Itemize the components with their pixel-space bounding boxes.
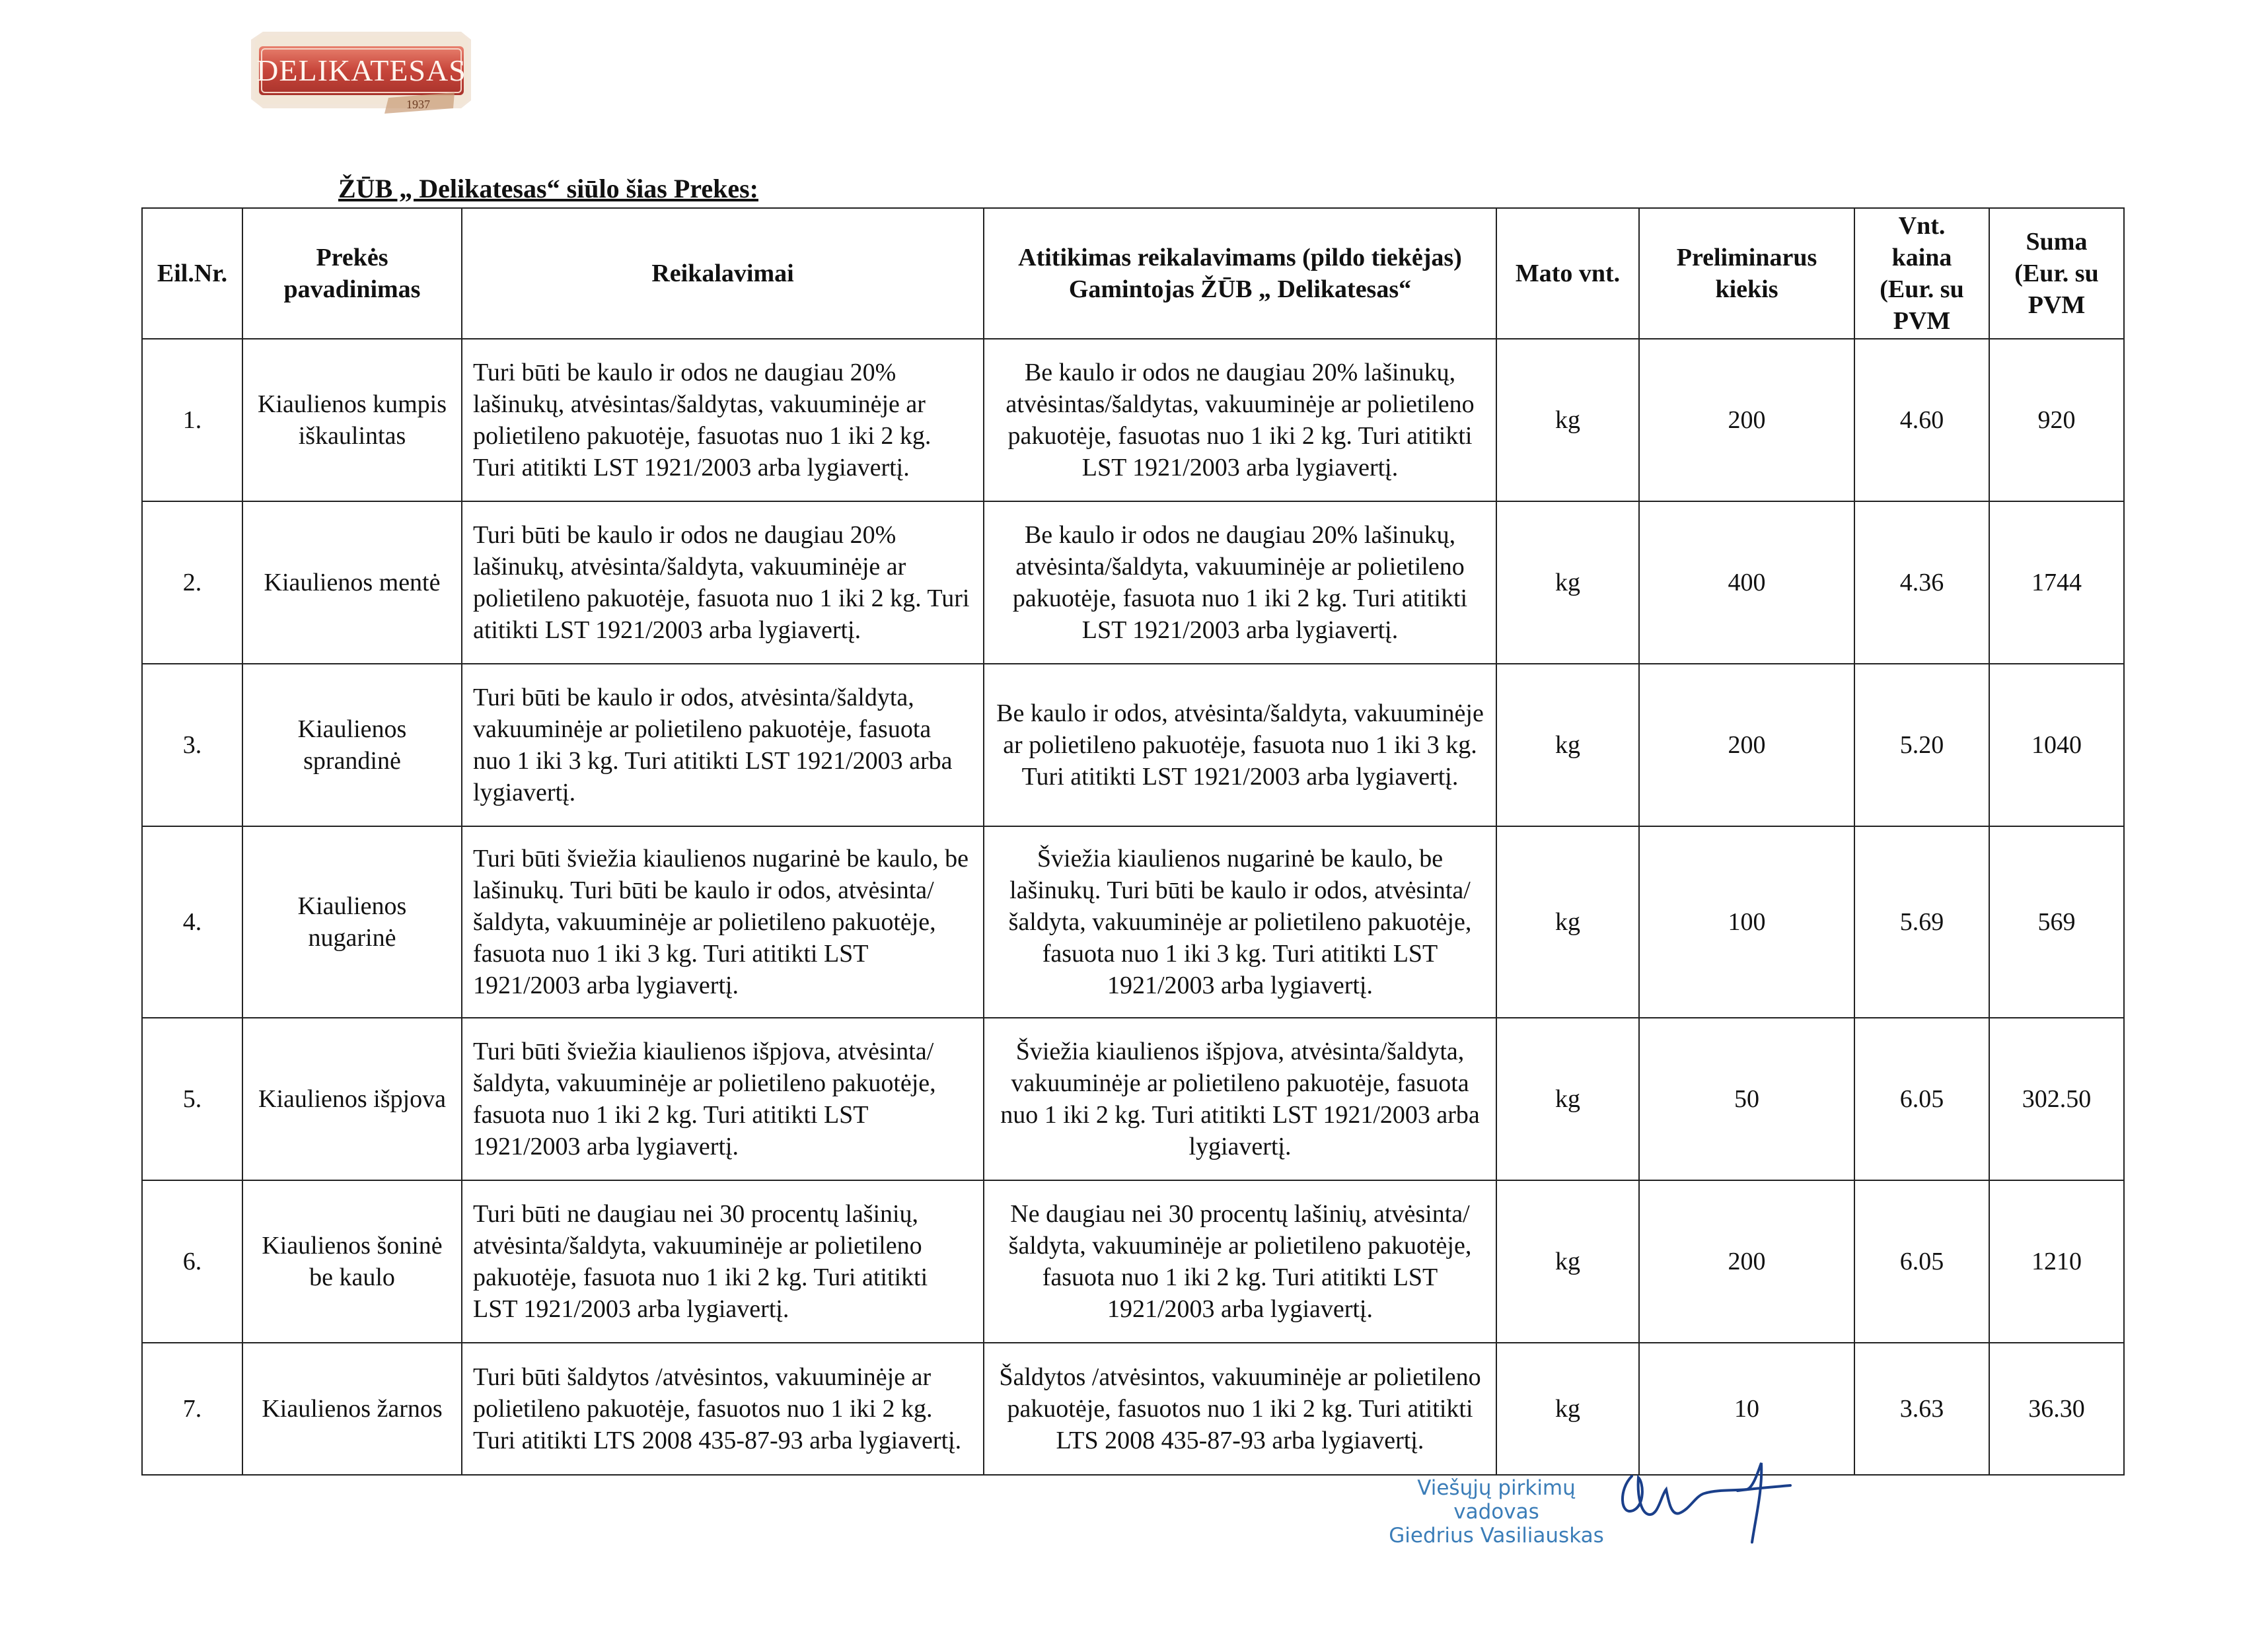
- row-no: 1.: [142, 339, 242, 501]
- row-name: Kiaulienos nugarinė: [242, 826, 462, 1018]
- header-requirements: Reikalavimai: [462, 208, 984, 339]
- row-sum: 36.30: [1989, 1343, 2124, 1475]
- header-conformity-line1: Atitikimas reikalavimams (pildo tiekėjas): [1018, 244, 1462, 271]
- table-row: [142, 339, 2124, 501]
- row-sum: 1210: [1989, 1180, 2124, 1343]
- row-no: 4.: [142, 826, 242, 1018]
- header-quantity: Preliminarus kiekis: [1639, 208, 1854, 339]
- delikatesas-logo: [243, 26, 478, 120]
- row-no: 5.: [142, 1018, 242, 1180]
- header-name: Prekės pavadinimas: [242, 208, 462, 339]
- svg-text:1937: 1937: [406, 98, 430, 111]
- row-sum: 920: [1989, 339, 2124, 501]
- row-conformity: Šaldytos /atvėsintos, vakuuminėje ar polietileno pakuotėje, fasuotos nuo 1 iki 2 kg. Turi atitikti LTS 2008 435-87-93 arba lygiavertį.: [984, 1343, 1496, 1475]
- row-conformity: Šviežia kiaulienos nugarinė be kaulo, be lašinukų. Turi būti be kaulo ir odos, atvėsinta/šaldyta, vakuuminėje ar polietileno pakuotėje, fasuota nuo 1 iki 3 kg. Turi atitikti LST 1921/2003 arba lygiavertį.: [984, 826, 1496, 1018]
- header-sum: Suma (Eur. su PVM: [1989, 208, 2124, 339]
- row-no: 6.: [142, 1180, 242, 1343]
- row-conformity: Be kaulo ir odos ne daugiau 20% lašinukų, atvėsintas/šaldytas, vakuuminėje ar polietileno pakuotėje, fasuotas nuo 1 iki 2 kg. Turi atitikti LST 1921/2003 arba lygiavertį.: [984, 339, 1496, 501]
- row-requirements: Turi būti be kaulo ir odos ne daugiau 20% lašinukų, atvėsintas/šaldytas, vakuuminėje ar polietileno pakuotėje, fasuotas nuo 1 iki 2 kg. Turi atitikti LST 1921/2003 arba lygiavertį.: [462, 339, 984, 501]
- row-unit: kg: [1496, 1343, 1639, 1475]
- row-unit-price: 6.05: [1854, 1180, 1989, 1343]
- header-conformity-line2: Gamintojas ŽŪB „ Delikatesas“: [1068, 275, 1412, 303]
- row-quantity: 400: [1639, 501, 1854, 664]
- row-unit: kg: [1496, 501, 1639, 664]
- row-no: 2.: [142, 501, 242, 664]
- table-row: [142, 826, 2124, 1018]
- row-conformity: Be kaulo ir odos ne daugiau 20% lašinukų, atvėsinta/šaldyta, vakuuminėje ar polietileno pakuotėje, fasuota nuo 1 iki 2 kg. Turi atitikti LST 1921/2003 arba lygiavertį.: [984, 501, 1496, 664]
- table-row: [142, 1343, 2124, 1475]
- header-unit: Mato vnt.: [1496, 208, 1639, 339]
- table-row: [142, 1018, 2124, 1180]
- row-no: 3.: [142, 664, 242, 826]
- stamp-role: vadovas: [1453, 1500, 1539, 1524]
- row-name: Kiaulienos žarnos: [242, 1343, 462, 1475]
- row-sum: 1744: [1989, 501, 2124, 664]
- row-conformity: Be kaulo ir odos, atvėsinta/šaldyta, vakuuminėje ar polietileno pakuotėje, fasuota nuo 1 iki 3 kg. Turi atitikti LST 1921/2003 arba lygiavertį.: [984, 664, 1496, 826]
- table-header-row: [142, 208, 2124, 339]
- products-table: [141, 207, 2125, 1476]
- row-unit: kg: [1496, 826, 1639, 1018]
- row-no: 7.: [142, 1343, 242, 1475]
- row-sum: 569: [1989, 826, 2124, 1018]
- row-name: Kiaulienos šoninė be kaulo: [242, 1180, 462, 1343]
- header-conformity: [984, 208, 1496, 339]
- handwritten-signature: [1605, 1450, 1797, 1549]
- row-unit: kg: [1496, 664, 1639, 826]
- row-requirements: Turi būti be kaulo ir odos, atvėsinta/šaldyta, vakuuminėje ar polietileno pakuotėje, fasuota nuo 1 iki 3 kg. Turi atitikti LST 1921/2003 arba lygiavertį.: [462, 664, 984, 826]
- row-name: Kiaulienos sprandinė: [242, 664, 462, 826]
- row-unit: kg: [1496, 1180, 1639, 1343]
- row-requirements: Turi būti šviežia kiaulienos nugarinė be kaulo, be lašinukų. Turi būti be kaulo ir odos, atvėsinta/šaldyta, vakuuminėje ar polietileno pakuotėje, fasuota nuo 1 iki 3 kg. Turi atitikti LST 1921/2003 arba lygiavertį.: [462, 826, 984, 1018]
- row-sum: 1040: [1989, 664, 2124, 826]
- row-requirements: Turi būti ne daugiau nei 30 procentų lašinių, atvėsinta/šaldyta, vakuuminėje ar polietileno pakuotėje, fasuota nuo 1 iki 2 kg. Turi atitikti LST 1921/2003 arba lygiavertį.: [462, 1180, 984, 1343]
- row-unit-price: 5.20: [1854, 664, 1989, 826]
- row-sum: 302.50: [1989, 1018, 2124, 1180]
- row-name: Kiaulienos mentė: [242, 501, 462, 664]
- stamp-person-name: Giedrius Vasiliauskas: [1389, 1524, 1604, 1548]
- row-unit: kg: [1496, 1018, 1639, 1180]
- row-quantity: 50: [1639, 1018, 1854, 1180]
- row-quantity: 10: [1639, 1343, 1854, 1475]
- header-no: Eil.Nr.: [142, 208, 242, 339]
- row-requirements: Turi būti šviežia kiaulienos išpjova, atvėsinta/šaldyta, vakuuminėje ar polietileno pakuotėje, fasuota nuo 1 iki 2 kg. Turi atitikti LST 1921/2003 arba lygiavertį.: [462, 1018, 984, 1180]
- official-stamp: [1384, 1476, 1609, 1548]
- row-quantity: 200: [1639, 339, 1854, 501]
- row-unit-price: 4.36: [1854, 501, 1989, 664]
- row-unit-price: 3.63: [1854, 1343, 1989, 1475]
- row-requirements: Turi būti šaldytos /atvėsintos, vakuuminėje ar polietileno pakuotėje, fasuotos nuo 1 iki 2 kg. Turi atitikti LTS 2008 435-87-93 arba lygiavertį.: [462, 1343, 984, 1475]
- row-quantity: 200: [1639, 664, 1854, 826]
- row-name: Kiaulienos kumpis iškaulintas: [242, 339, 462, 501]
- row-quantity: 100: [1639, 826, 1854, 1018]
- row-unit-price: 4.60: [1854, 339, 1989, 501]
- row-conformity: Ne daugiau nei 30 procentų lašinių, atvėsinta/šaldyta, vakuuminėje ar polietileno pakuotėje, fasuota nuo 1 iki 2 kg. Turi atitikti LST 1921/2003 arba lygiavertį.: [984, 1180, 1496, 1343]
- table-row: [142, 501, 2124, 664]
- header-unit-price: Vnt. kaina (Eur. su PVM: [1854, 208, 1989, 339]
- table-row: [142, 1180, 2124, 1343]
- row-quantity: 200: [1639, 1180, 1854, 1343]
- svg-text:DELIKATESAS: DELIKATESAS: [256, 53, 466, 87]
- row-unit-price: 6.05: [1854, 1018, 1989, 1180]
- table-row: [142, 664, 2124, 826]
- row-name: Kiaulienos išpjova: [242, 1018, 462, 1180]
- row-requirements: Turi būti be kaulo ir odos ne daugiau 20% lašinukų, atvėsinta/šaldyta, vakuuminėje ar polietileno pakuotėje, fasuota nuo 1 iki 2 kg. Turi atitikti LST 1921/2003 arba lygiavertį.: [462, 501, 984, 664]
- row-unit: kg: [1496, 339, 1639, 501]
- row-unit-price: 5.69: [1854, 826, 1989, 1018]
- row-conformity: Šviežia kiaulienos išpjova, atvėsinta/šaldyta, vakuuminėje ar polietileno pakuotėje, fasuota nuo 1 iki 2 kg. Turi atitikti LST 1921/2003 arba lygiavertį.: [984, 1018, 1496, 1180]
- intro-heading: ŽŪB „ Delikatesas“ siūlo šias Prekes:: [338, 174, 758, 203]
- stamp-title: Viešųjų pirkimų: [1417, 1476, 1576, 1500]
